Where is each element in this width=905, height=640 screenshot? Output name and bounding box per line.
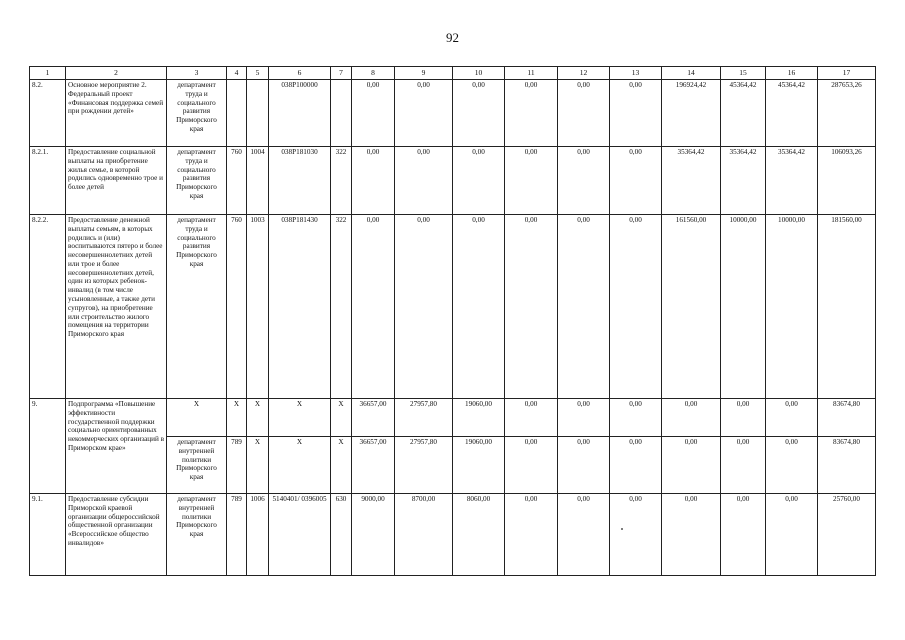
amount-cell: 0,00 [766, 399, 818, 437]
amount-cell: 0,00 [558, 494, 610, 576]
column-header: 15 [721, 67, 766, 80]
column-header: 2 [66, 67, 167, 80]
amount-cell: 106093,26 [818, 147, 876, 215]
measure-name-cell: Предоставление денежной выплаты семьям, в которых родились и (или) воспитываются пятеро и более несовершеннолетних детей или трое и более несовершеннолетних детей, один из которых ребенок-инвалид (в том числе усыновленные, а также дети супругов), на приобретение или строительство жилого помещения на территории Приморского края [66, 215, 167, 399]
column-header: 17 [818, 67, 876, 80]
amount-cell: 36657,00 [352, 399, 395, 437]
target-article-cell: 038P181030 [269, 147, 331, 215]
section-code-cell: X [247, 399, 269, 437]
amount-cell: 0,00 [352, 147, 395, 215]
amount-cell: 83674,80 [818, 437, 876, 494]
amount-cell: 8700,00 [395, 494, 453, 576]
executor-cell: департамент внутренней политики Приморского края [167, 437, 227, 494]
ministry-code-cell: 789 [227, 437, 247, 494]
row-number-cell: 8.2.1. [30, 147, 66, 215]
amount-cell: 0,00 [662, 437, 721, 494]
amount-cell: 0,00 [662, 494, 721, 576]
executor-cell: департамент труда и социального развития Приморского края [167, 147, 227, 215]
amount-cell: 0,00 [662, 399, 721, 437]
amount-cell: 181560,00 [818, 215, 876, 399]
amount-cell: 0,00 [766, 494, 818, 576]
table-row [30, 399, 876, 437]
amount-cell: 0,00 [610, 215, 662, 399]
amount-cell: 35364,42 [662, 147, 721, 215]
column-header: 4 [227, 67, 247, 80]
target-article-cell: X [269, 437, 331, 494]
amount-cell: 0,00 [352, 215, 395, 399]
executor-cell: департамент внутренней политики Приморского края [167, 494, 227, 576]
table-row [30, 80, 876, 147]
amount-cell: 0,00 [721, 494, 766, 576]
header-row [30, 67, 876, 80]
amount-cell: 0,00 [505, 80, 558, 147]
column-header: 11 [505, 67, 558, 80]
amount-cell: 0,00 [505, 215, 558, 399]
target-article-cell: 5140401/ 0396005 [269, 494, 331, 576]
column-header: 10 [453, 67, 505, 80]
section-code-cell [247, 80, 269, 147]
table-row [30, 147, 876, 215]
amount-cell: 0,00 [558, 215, 610, 399]
amount-cell: 25760,00 [818, 494, 876, 576]
target-article-cell: 038P100000 [269, 80, 331, 147]
measure-name-cell: Предоставление субсидии Приморской краевой организации общероссийской общественной организации «Всероссийское общество инвалидов» [66, 494, 167, 576]
row-number-cell: 8.2. [30, 80, 66, 147]
amount-cell: 0,00 [505, 147, 558, 215]
row-number-cell: 9.1. [30, 494, 66, 576]
expense-type-cell: X [331, 399, 352, 437]
column-header: 9 [395, 67, 453, 80]
section-code-cell: 1003 [247, 215, 269, 399]
amount-cell: 0,00 [453, 80, 505, 147]
amount-cell: 0,00 [610, 494, 662, 576]
executor-cell: департамент труда и социального развития Приморского края [167, 215, 227, 399]
amount-cell: 27957,80 [395, 437, 453, 494]
row-number-cell: 8.2.2. [30, 215, 66, 399]
amount-cell: 10000,00 [721, 215, 766, 399]
column-header: 1 [30, 67, 66, 80]
amount-cell: 27957,80 [395, 399, 453, 437]
amount-cell: 36657,00 [352, 437, 395, 494]
column-header: 7 [331, 67, 352, 80]
target-article-cell: 038P181430 [269, 215, 331, 399]
amount-cell: 45364,42 [766, 80, 818, 147]
scan-speck [621, 528, 623, 530]
ministry-code-cell: 760 [227, 147, 247, 215]
amount-cell: 0,00 [610, 437, 662, 494]
measure-name-cell: Предоставление социальной выплаты на приобретение жилья семье, в которой родились одновременно трое и более детей [66, 147, 167, 215]
table-row [30, 494, 876, 576]
amount-cell: 0,00 [558, 80, 610, 147]
amount-cell: 0,00 [395, 215, 453, 399]
column-header: 3 [167, 67, 227, 80]
ministry-code-cell [227, 80, 247, 147]
column-header: 13 [610, 67, 662, 80]
amount-cell: 0,00 [558, 399, 610, 437]
table-row [30, 215, 876, 399]
amount-cell: 0,00 [610, 399, 662, 437]
ministry-code-cell: X [227, 399, 247, 437]
amount-cell: 0,00 [505, 399, 558, 437]
amount-cell: 0,00 [453, 147, 505, 215]
amount-cell: 35364,42 [721, 147, 766, 215]
page-number: 92 [446, 30, 459, 45]
row-number-cell: 9. [30, 399, 66, 494]
amount-cell: 8060,00 [453, 494, 505, 576]
amount-cell: 0,00 [352, 80, 395, 147]
amount-cell: 35364,42 [766, 147, 818, 215]
amount-cell: 0,00 [721, 399, 766, 437]
column-header: 16 [766, 67, 818, 80]
program-funding-table [29, 66, 876, 576]
measure-name-cell: Основное мероприятие 2. Федеральный проект «Финансовая поддержка семей при рождении детей» [66, 80, 167, 147]
amount-cell: 0,00 [558, 437, 610, 494]
amount-cell: 19060,00 [453, 437, 505, 494]
amount-cell: 83674,80 [818, 399, 876, 437]
section-code-cell: 1004 [247, 147, 269, 215]
amount-cell: 0,00 [505, 494, 558, 576]
expense-type-cell [331, 80, 352, 147]
ministry-code-cell: 789 [227, 494, 247, 576]
column-header: 12 [558, 67, 610, 80]
amount-cell: 0,00 [610, 80, 662, 147]
ministry-code-cell: 760 [227, 215, 247, 399]
amount-cell: 45364,42 [721, 80, 766, 147]
amount-cell: 0,00 [395, 80, 453, 147]
column-header: 8 [352, 67, 395, 80]
column-header: 6 [269, 67, 331, 80]
measure-name-cell: Подпрограмма «Повышение эффективности государственной поддержки социально ориентированных некоммерческих организаций в Приморском крае» [66, 399, 167, 494]
section-code-cell: 1006 [247, 494, 269, 576]
section-code-cell: X [247, 437, 269, 494]
executor-cell: департамент труда и социального развития Приморского края [167, 80, 227, 147]
amount-cell: 0,00 [558, 147, 610, 215]
executor-cell: X [167, 399, 227, 437]
amount-cell: 161560,00 [662, 215, 721, 399]
amount-cell: 9000,00 [352, 494, 395, 576]
amount-cell: 0,00 [610, 147, 662, 215]
amount-cell: 19060,00 [453, 399, 505, 437]
amount-cell: 0,00 [453, 215, 505, 399]
amount-cell: 0,00 [505, 437, 558, 494]
expense-type-cell: 630 [331, 494, 352, 576]
amount-cell: 0,00 [766, 437, 818, 494]
target-article-cell: X [269, 399, 331, 437]
amount-cell: 287653,26 [818, 80, 876, 147]
expense-type-cell: 322 [331, 215, 352, 399]
amount-cell: 196924,42 [662, 80, 721, 147]
amount-cell: 0,00 [721, 437, 766, 494]
expense-type-cell: 322 [331, 147, 352, 215]
amount-cell: 10000,00 [766, 215, 818, 399]
column-header: 5 [247, 67, 269, 80]
amount-cell: 0,00 [395, 147, 453, 215]
column-header: 14 [662, 67, 721, 80]
expense-type-cell: X [331, 437, 352, 494]
